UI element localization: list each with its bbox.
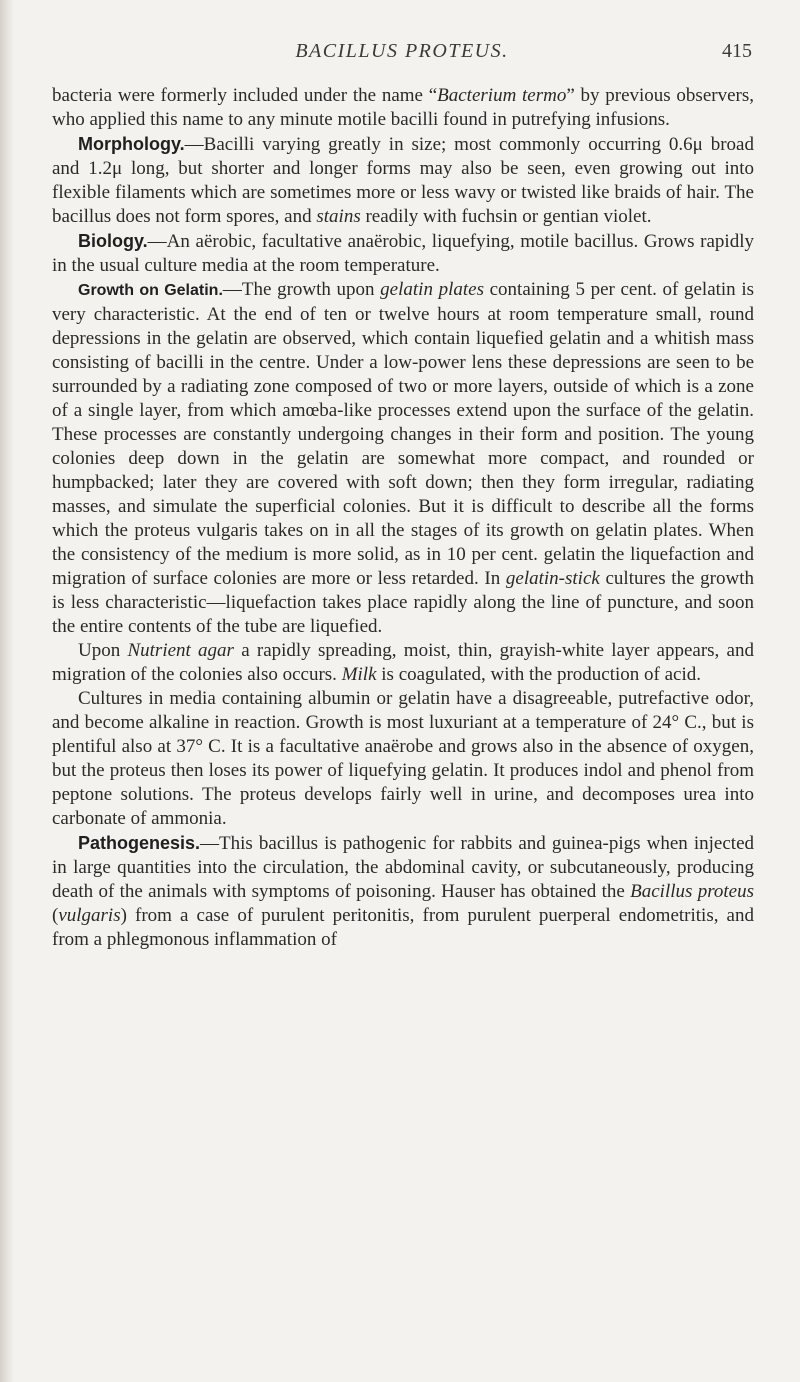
paragraph-agar: Upon Nutrient agar a rapidly spreading, moist, thin, grayish-white layer appears, and migration of the colonies also occurs. Milk is coagulated, with the production of acid. — [52, 640, 754, 685]
paragraph-gelatin: Growth on Gelatin.—The growth upon gelatin plates containing 5 per cent. of gelatin is very characteristic. At the end of ten or twelve hours at room temperature small, round depressions in the gelatin are observed, which contain liquefied gelatin and a whitish mass consisting of bacilli in the centre. Under a low-power lens these depressions are seen to be surrounded by a radiating zone composed of two or more layers, outside of which is a zone of a single layer, from which amœba-like processes extend upon the surface of the gelatin. These processes are constantly undergoing changes in their form and position. The young colonies deep down in the gelatin are somewhat more compact, and rounded or humpbacked; later they are covered with soft down; then they form irregular, radiating masses, and simulate the superficial colonies. But it is difficult to describe all the forms which the proteus vulgaris takes on in all the stages of its growth on gelatin plates. When the consistency of the medium is more solid, as in 10 per cent. gelatin the liquefaction and migration of surface colonies are more or less retarded. In gelatin-stick cultures the growth is less characteristic—liquefaction takes place rapidly along the line of puncture, and soon the entire contents of the tube are liquefied. — [52, 279, 754, 637]
page-number: 415 — [722, 40, 752, 62]
binding-shadow — [0, 0, 14, 1382]
running-title: BACILLUS PROTEUS. — [295, 40, 509, 62]
term-bacterium-termo: Bacterium termo — [437, 85, 567, 106]
running-head — [52, 40, 752, 74]
pathogenesis-heading: Pathogenesis. — [78, 833, 201, 853]
biology-heading: Biology. — [78, 231, 148, 251]
paragraph-cultures: Cultures in media containing albumin or gelatin have a disagreeable, putrefactive odor, and become alkaline in reaction. Growth is most luxuriant at a temperature of 24° C., but is plentiful also at 37° C. It is a facultative anaërobe and grows also in the absence of oxygen, but the proteus then loses its power of liquefying gelatin. It produces indol and phenol from peptone solutions. The proteus develops fairly well in urine, and decomposes urea into carbonate of ammonia. — [52, 688, 754, 829]
paragraph-morphology: Morphology.—Bacilli varying greatly in size; most commonly occurring 0.6μ broad and 1.2μ long, but shorter and longer forms may also be seen, even growing out into flexible filaments which are sometimes more or less wavy or twisted like braids of hair. The bacillus does not form spores, and stains readily with fuchsin or gentian violet. — [52, 134, 754, 227]
morphology-heading: Morphology. — [78, 134, 185, 154]
paragraph-intro: bacteria were formerly included under the name “Bacterium termo” by previous observers, who applied this name to any minute motile bacilli found in putrefying infusions. — [52, 85, 754, 130]
body-text — [52, 84, 754, 952]
paragraph-biology: Biology.—An aërobic, facultative anaërobic, liquefying, motile bacillus. Grows rapidly in the usual culture media at the room temperature. — [52, 231, 754, 276]
paragraph-pathogenesis: Pathogenesis.—This bacillus is pathogenic for rabbits and guinea-pigs when injected in large quantities into the circulation, the abdominal cavity, or subcutaneously, producing death of the animals with symptoms of poisoning. Hauser has obtained the Bacillus proteus (vulgaris) from a case of purulent peritonitis, from purulent puerperal endometritis, and from a phlegmonous inflammation of — [52, 833, 754, 950]
gelatin-heading: Growth on Gelatin. — [78, 282, 223, 299]
